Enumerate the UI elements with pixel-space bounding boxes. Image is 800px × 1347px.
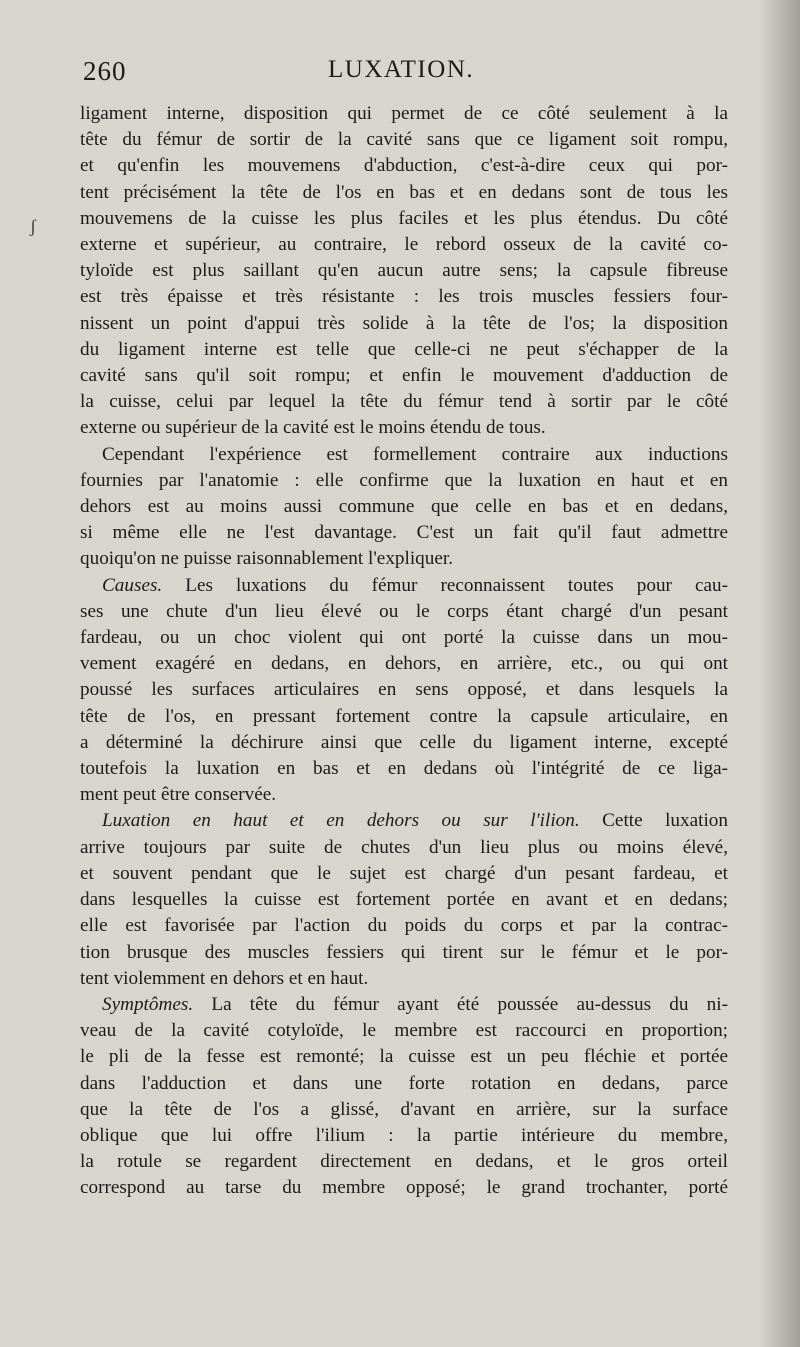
section-heading-causes: Causes. [102, 574, 163, 596]
text-line: tent violemment en dehors et en haut. [80, 967, 369, 989]
text-line: tyloïde est plus saillant qu'en aucun autre sens; la capsule fibreuse [80, 260, 728, 282]
text-line: externe ou supérieur de la cavité est le moins étendu de tous. [80, 417, 546, 439]
text-line: cavité sans qu'il soit rompu; et enfin le mouvement d'adduction de [80, 365, 728, 387]
text-line: Cependant l'expérience est formellement contraire aux inductions [102, 443, 728, 465]
text-line [80, 808, 728, 834]
paragraph-luxation-haut [80, 808, 728, 991]
section-heading-symptomes: Symptômes. [102, 993, 194, 1015]
text-segment: Les luxations du fémur reconnaissent toutes pour cau- [162, 574, 728, 596]
text-segment: La tête du fémur ayant été poussée au-dessus du ni- [193, 993, 728, 1015]
text-line: ses une chute d'un lieu élevé ou le corps étant chargé d'un pesant [80, 600, 728, 622]
text-line: elle est favorisée par l'action du poids du corps et par la contrac- [80, 915, 728, 937]
text-line [80, 992, 728, 1018]
paragraph-2 [80, 442, 728, 573]
text-line: vement exagéré en dedans, en dehors, en arrière, etc., ou qui ont [80, 653, 728, 675]
page-header [83, 56, 728, 92]
paragraph-1 [80, 101, 728, 442]
margin-mark: ʃ [30, 216, 36, 236]
text-line: tion brusque des muscles fessiers qui tirent sur le fémur et le por- [80, 941, 728, 963]
text-line: tête du fémur de sortir de la cavité sans que ce ligament soit rompu, [80, 129, 728, 151]
text-line: toutefois la luxation en bas et en dedans où l'intégrité de ce liga- [80, 758, 728, 780]
text-line: fardeau, ou un choc violent qui ont porté la cuisse dans un mou- [80, 627, 728, 649]
text-line: correspond au tarse du membre opposé; le grand trochanter, porté [80, 1177, 728, 1199]
text-line: du ligament interne est telle que celle-ci ne peut s'échapper de la [80, 338, 728, 360]
text-line: quoiqu'on ne puisse raisonnablement l'expliquer. [80, 548, 454, 570]
text-line: tent précisément la tête de l'os en bas et en dedans sont de tous les [80, 181, 728, 203]
text-line: poussé les surfaces articulaires en sens opposé, et dans lesquels la [80, 679, 728, 701]
text-line: la cuisse, celui par lequel la tête du fémur tend à sortir par le côté [80, 391, 728, 413]
text-line: dans lesquelles la cuisse est fortement portée en avant et en dedans; [80, 889, 728, 911]
text-line: oblique que lui offre l'ilium : la partie intérieure du membre, [80, 1124, 728, 1146]
running-title: LUXATION. [328, 56, 475, 83]
section-heading-luxation: Luxation en haut et en dehors ou sur l'ilion. [102, 810, 580, 832]
text-line [80, 573, 728, 599]
text-line: veau de la cavité cotyloïde, le membre est raccourci en proportion; [80, 1020, 728, 1042]
text-line: mouvemens de la cuisse les plus faciles et les plus étendus. Du côté [80, 207, 728, 229]
text-line: que la tête de l'os a glissé, d'avant en arrière, sur la surface [80, 1098, 728, 1120]
page-number: 260 [83, 56, 127, 86]
text-line: arrive toujours par suite de chutes d'un lieu plus ou moins élevé, [80, 836, 728, 858]
text-line: ment peut être conservée. [80, 784, 277, 806]
page-edge-shadow [760, 0, 800, 1347]
page-body [80, 101, 728, 1202]
text-line: la rotule se regardent directement en dedans, et le gros orteil [80, 1151, 728, 1173]
text-line: dehors est au moins aussi commune que celle en bas et en dedans, [80, 496, 728, 518]
text-line: et souvent pendant que le sujet est chargé d'un pesant fardeau, et [80, 862, 728, 884]
text-line: nissent un point d'appui très solide à la tête de l'os; la disposition [80, 312, 728, 334]
paragraph-causes [80, 573, 728, 809]
text-line: externe et supérieur, au contraire, le rebord osseux de la cavité co- [80, 234, 728, 256]
text-line: et qu'enfin les mouvemens d'abduction, c'est-à-dire ceux qui por- [80, 155, 728, 177]
text-line: fournies par l'anatomie : elle confirme que la luxation en haut et en [80, 469, 728, 491]
text-line: tête de l'os, en pressant fortement contre la capsule articulaire, en [80, 705, 728, 727]
text-line: le pli de la fesse est remonté; la cuisse est un peu fléchie et portée [80, 1046, 728, 1068]
paragraph-symptomes [80, 992, 728, 1202]
text-segment: Cette luxation [579, 810, 728, 832]
text-line: ligament interne, disposition qui permet de ce côté seulement à la [80, 103, 728, 124]
text-line: a déterminé la déchirure ainsi que celle du ligament interne, excepté [80, 731, 728, 753]
text-line: dans l'adduction et dans une forte rotation en dedans, parce [80, 1072, 728, 1094]
text-line: si même elle ne l'est davantage. C'est un fait qu'il faut admettre [80, 522, 728, 544]
text-line: est très épaisse et très résistante : les trois muscles fessiers four- [80, 286, 728, 308]
